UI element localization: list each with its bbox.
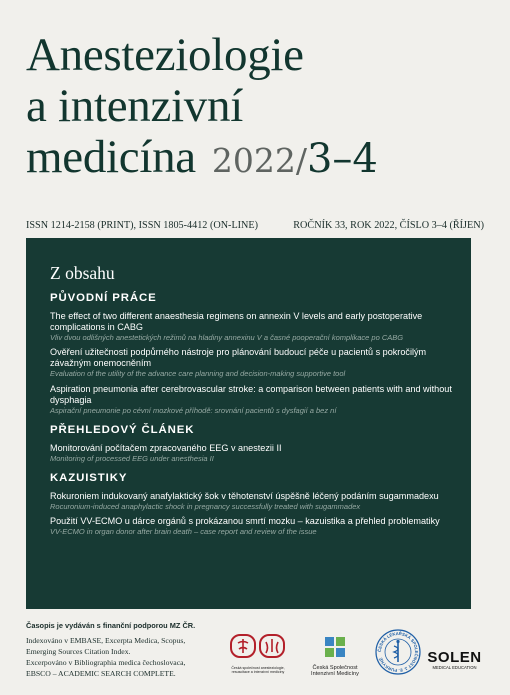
issue-no: 3–4 (306, 136, 378, 182)
csarim-caption: Česká společnost anesteziologie, resuscitace a intenzivní medicíny (231, 666, 285, 675)
article-title: Monitorování počítačem zpracovaného EEG v anestezii II (50, 442, 282, 453)
article-item[interactable] (50, 443, 459, 463)
title-line-2: a intenzivní (26, 80, 243, 132)
article-title: Ověření užitečnosti podpůrného nástroje pro plánování budoucí péče u pacientů s pokročilým závažným onemocněním (50, 347, 427, 369)
volume-text: ROČNÍK 33, ROK 2022, ČÍSLO 3–4 (ŘÍJEN) (293, 220, 484, 231)
csim-caption-1: Česká Společnost (312, 665, 358, 671)
title-issue-row (26, 132, 496, 183)
meta-row (26, 220, 484, 231)
title-line-1: Anesteziologie (26, 29, 304, 81)
article-item[interactable] (50, 516, 459, 536)
article-item[interactable] (50, 347, 459, 378)
contents-heading: Z obsahu (50, 263, 115, 283)
article-subtitle: VV-ECMO in organ donor after brain death – case report and review of the issue (50, 527, 317, 537)
article-subtitle: Evaluation of the utility of the advance care planning and decision-making supportive tool (50, 369, 346, 379)
section-title-original: PŮVODNÍ PRÁCE (50, 292, 157, 304)
csim-caption-2: Intenzivní Medicíny (311, 671, 359, 678)
article-title: Aspiration pneumonia after cerebrovascular stroke: a comparison between patients with and without dysphagia (50, 383, 452, 405)
article-item[interactable] (50, 384, 459, 415)
index-line: Emerging Sources Citation Index. (26, 647, 131, 656)
publisher-logos (222, 628, 482, 688)
article-subtitle: Monitoring of processed EEG under anesthesia II (50, 453, 214, 463)
contents-panel (26, 238, 471, 609)
cls-seal (372, 628, 424, 681)
article-subtitle: Aspirační pneumonie po cévní mozkové příhodě: srovnání pacientů s dysfagií a bez ní (50, 405, 337, 415)
solen-wordmark: SOLEN (427, 649, 482, 666)
csarim-logo (222, 632, 294, 675)
support-note: Časopis je vydáván s finanční podporou MZ ČR. (26, 621, 196, 630)
article-title: Rokuroniem indukovaný anafylaktický šok v těhotenství úspěšně léčený podáním sugammadexu (50, 491, 439, 502)
issn-text: ISSN 1214-2158 (PRINT), ISSN 1805-4412 (ON-LINE) (26, 220, 259, 231)
cls-ring-text: ČESKÁ LÉKAŘSKÁ SPOLEČNOST J. E. PURKYNĚ (376, 630, 420, 674)
article-subtitle: Rocuronium-induced anaphylactic shock in pregnancy successfully treated with sugammadex (50, 502, 361, 512)
solen-subtitle: MEDICAL EDUCATION (432, 665, 477, 670)
cls-seal-icon (374, 628, 422, 676)
csarim-emblem-icon (228, 632, 288, 660)
index-line: Indexováno v EMBASE, Excerpta Medica, Scopus, (26, 636, 186, 645)
issue-number (211, 136, 378, 182)
csim-logo (300, 636, 370, 678)
article-item[interactable] (50, 311, 459, 342)
index-line: Excerpováno v Bibliographia medica čechoslovaca, (26, 658, 186, 667)
footer-text (26, 620, 226, 679)
article-subtitle: Vliv dvou odlišných anestetických režimů na hladiny annexinu V a časné pooperační komplikace po CABG (50, 333, 404, 342)
issue-year: 2022/ (211, 141, 307, 180)
article-item[interactable] (50, 491, 459, 511)
article-title: Použití VV-ECMO u dárce orgánů s prokázanou smrtí mozku – kazuistika a přehled problematiky (50, 516, 440, 527)
title-line-3: medicína (26, 131, 196, 183)
csim-squares-icon (324, 636, 346, 658)
article-title: The effect of two different anaesthesia regimens on annexin V levels and early postoperative complications in CABG (50, 311, 423, 332)
solen-logo (427, 650, 482, 670)
index-line: EBSCO – ACADEMIC SEARCH COMPLETE. (26, 669, 176, 678)
journal-title (26, 30, 496, 183)
section-title-review: PŘEHLEDOVÝ ČLÁNEK (50, 423, 195, 436)
section-title-case-reports: KAZUISTIKY (50, 472, 128, 485)
